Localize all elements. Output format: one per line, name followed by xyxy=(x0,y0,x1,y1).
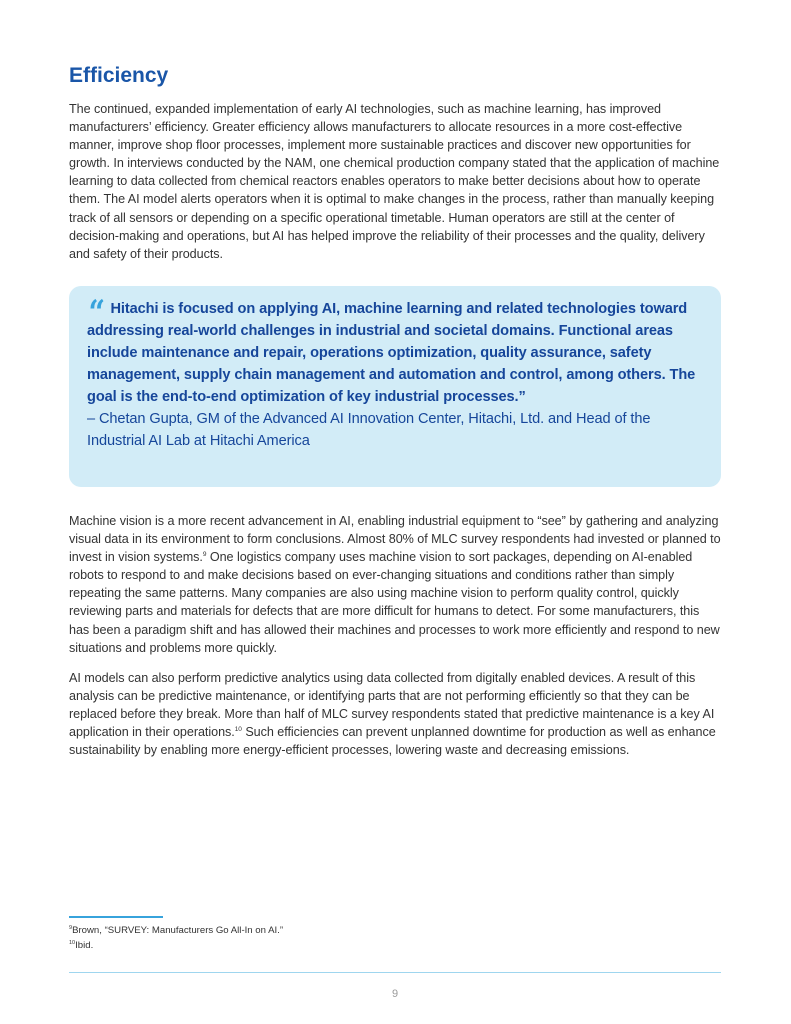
footnote-number: 9 xyxy=(69,924,73,931)
section-heading: Efficiency xyxy=(69,64,169,87)
open-quote-icon: “ xyxy=(88,293,106,333)
paragraph-text: One logistics company uses machine vision to sort packages, depending on AI-enabled robots to respond to and make decisions based on ever-changing situations and conditions rather than simply repeating the same patterns. Many companies are also using machine vision to perform quality control, quickly reviewing parts and materials for defects that are more difficult for humans to detect. For some manufacturers, this has been a paradigm shift and has allowed their machines and processes to work more efficiently and respond to new situations and problems more quickly. xyxy=(69,550,720,655)
paragraph-efficiency-intro: The continued, expanded implementation of early AI technologies, such as machine learning, has improved manufacturers’ efficiency. Greater efficiency allows manufacturers to allocate resources in a more cost-effective manner, improve shop floor processes, implement more sustainable practices and discover new opportunities for growth. In interviews conducted by the NAM, one chemical production company stated that the application of machine learning to data collected from chemical reactors enables operators to make better decisions about how to operate them. The AI model alerts operators when it is optimal to make changes in the process, rather than manually keeping track of all sensors or depending on a specific operational timetable. Human operators are still at the center of decision-making and operations, but AI has helped improve the reliability of their processes and the quality, delivery and safety of their products. xyxy=(69,102,720,261)
paragraph-machine-vision xyxy=(69,512,721,657)
paragraph-text: Machine vision is a more recent advancement in AI, enabling industrial equipment to “see” by gathering and analyzing visual data in its environment to form conclusions. Almost 80% of MLC survey respondents had invested or planned to invest in vision systems. xyxy=(69,514,721,565)
quote-text xyxy=(87,293,703,408)
paragraph-predictive-analytics xyxy=(69,669,721,759)
quote-body: Hitachi is focused on applying AI, machine learning and related technologies toward addressing real-world challenges in industrial and societal domains. Functional areas include maintenance and repair, operations optimization, quality assurance, safety management, supply chain management and automation and control, among others. The goal is the end-to-end optimization of key industrial processes.” xyxy=(87,301,696,405)
page-number: 9 xyxy=(391,988,399,1000)
paragraph-text: Such efficiencies can prevent unplanned downtime for production as well as enhance sustainability by enabling more energy-efficient processes, lowering waste and decreasing emissions. xyxy=(69,725,716,758)
pull-quote-box xyxy=(69,286,721,487)
footnote-text: Brown, “SURVEY: Manufacturers Go All-In on AI.” xyxy=(72,925,284,936)
quote-attribution: – Chetan Gupta, GM of the Advanced AI Innovation Center, Hitachi, Ltd. and Head of the Industrial AI Lab at Hitachi America xyxy=(87,411,651,449)
footnote-reference: 9 xyxy=(202,551,207,558)
footnote-text: Ibid. xyxy=(75,940,94,951)
page-footer-divider xyxy=(69,972,721,973)
footnote xyxy=(69,925,283,937)
footnote-number: 10 xyxy=(69,939,76,946)
footnote xyxy=(69,940,93,952)
paragraph-text: AI models can also perform predictive analytics using data collected from digitally enabled devices. A result of this analysis can be predictive maintenance, or identifying parts that are not performing efficiently so that they can be replaced before they break. More than half of MLC survey respondents stated that predictive maintenance is a key AI application in their operations. xyxy=(69,671,715,740)
footnote-reference: 10 xyxy=(234,726,242,734)
footnote-divider xyxy=(69,916,163,918)
